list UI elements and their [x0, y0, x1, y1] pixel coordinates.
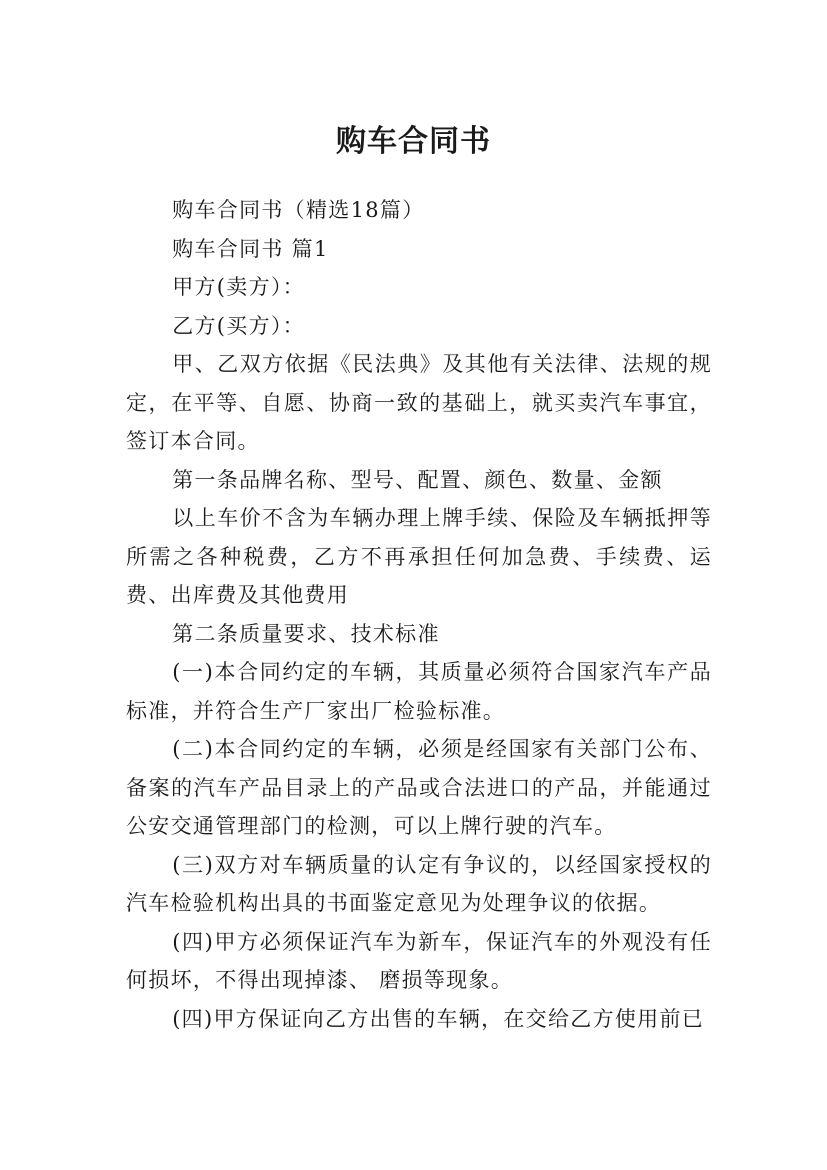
paragraph-party-b: 乙方(买方）：	[172, 313, 305, 338]
paragraph-subtitle: 购车合同书（精选18篇）	[172, 198, 425, 222]
paragraph-article-1-heading: 第一条品牌名称、型号、配置、颜色、数量、金额	[172, 467, 663, 492]
paragraph-article-2-item-4b: (四)甲方保证向乙方出售的车辆，在交给乙方使用前已	[172, 1006, 705, 1031]
document-title: 购车合同书	[336, 124, 491, 160]
paragraph-party-a: 甲方(卖方）：	[172, 275, 305, 299]
paragraph-article-2-item-4: (四)甲方必须保证汽车为新车，保证汽车的外观没有任何损坏，不得出现掉漆、 磨损等现象。	[126, 929, 712, 992]
paragraph-article-2-item-2: (二)本合同约定的车辆，必须是经国家有关部门公布、备案的汽车产品目录上的产品或合法进口的产品，并能通过公安交通管理部门的检测，可以上牌行驶的汽车。	[126, 737, 712, 838]
document-body	[126, 191, 712, 1038]
paragraph-article-2-item-1: (一)本合同约定的车辆，其质量必须符合国家汽车产品标准，并符合生产厂家出厂检验标准。	[126, 660, 712, 723]
paragraph-article-2-item-3: (三)双方对车辆质量的认定有争议的，以经国家授权的汽车检验机构出具的书面鉴定意见为处理争议的依据。	[126, 852, 712, 915]
paragraph-preamble: 甲、乙双方依据《民法典》及其他有关法律、法规的规定，在平等、自愿、协商一致的基础上，就买卖汽车事宜，签订本合同。	[126, 352, 712, 453]
paragraph-chapter-heading: 购车合同书 篇1	[172, 236, 329, 261]
paragraph-article-1-body: 以上车价不含为车辆办理上牌手续、保险及车辆抵押等所需之各种税费，乙方不再承担任何加急费、手续费、运费、出库费及其他费用	[126, 506, 712, 607]
paragraph-article-2-heading: 第二条质量要求、技术标准	[172, 621, 440, 646]
